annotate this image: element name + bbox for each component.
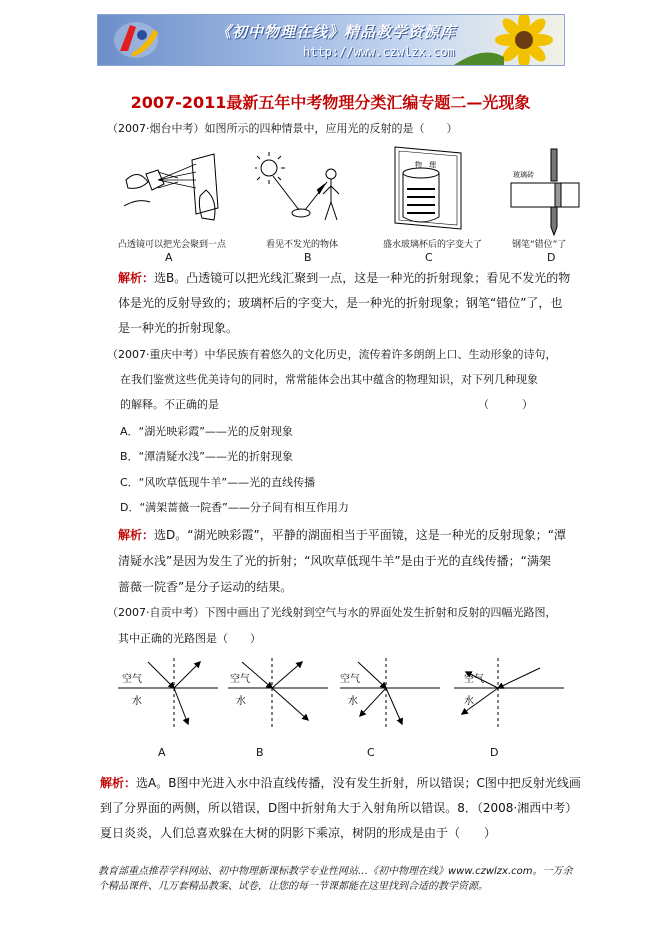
q3-diagram-c <box>340 658 440 728</box>
q3-c-water-label: 水 <box>348 696 358 707</box>
q3-analysis-line-3: 夏日炎炎，人们总喜欢躲在大树的阴影下乘凉，树阴的形成是由于（ ） <box>100 826 497 840</box>
q2-answer-blank: （ ） <box>478 398 533 411</box>
q3-diagram-d <box>454 658 564 728</box>
q1-analysis-line-1: 解析：选B。凸透镜可以把光线汇聚到一点，这是一种光的折射现象；看见不发光的物 <box>118 271 571 285</box>
banner-url[interactable]: http://www.czwlzx.com <box>303 45 455 59</box>
q1-letter-a: A <box>165 251 173 264</box>
q1-stem: （2007·烟台中考）如图所示的四种情景中，应用光的反射的是（ ） <box>107 122 458 135</box>
q1-figure-c <box>385 143 475 235</box>
q3-letter-c: C <box>367 746 375 759</box>
q3-letter-d: D <box>490 746 499 759</box>
footer-line-2: 个精品课件、几万套精品教案、试卷，让您的每一节课都能在这里找到合适的教学资源。 <box>98 881 488 892</box>
q1-analysis-line-3: 是一种光的折射现象。 <box>118 321 239 335</box>
q2-analysis-label: 解析： <box>118 528 155 542</box>
q1-analysis-label: 解析： <box>118 271 155 285</box>
q1-book-label: 物 理 <box>415 161 436 169</box>
q2-analysis-line-3: 蔷薇一院香”是分子运动的结果。 <box>118 580 293 594</box>
document-headline: 2007-2011最新五年中考物理分类汇编专题二—光现象 <box>130 93 531 112</box>
q1-caption-a: 凸透镜可以把光会聚到一点 <box>118 240 227 250</box>
q1-figure-d <box>505 147 585 237</box>
q3-diagram-b <box>228 658 328 728</box>
q3-b-water-label: 水 <box>236 696 246 707</box>
q3-d-air-label: 空气 <box>464 674 484 685</box>
q1-analysis-line-2: 体是光的反射导致的；玻璃杯后的字变大，是一种光的折射现象；钢笔“错位”了，也 <box>118 296 563 310</box>
q1-caption-b: 看见不发光的物体 <box>266 240 339 250</box>
q3-a-air-label: 空气 <box>122 674 142 685</box>
q2-option-a: A．“湖光映彩霞”——光的反射现象 <box>120 425 293 438</box>
q1-glass-label: 玻璃砖 <box>513 171 534 179</box>
q2-stem-line-2: 在我们鉴赏这些优美诗句的同时，常常能体会出其中蕴含的物理知识，对下列几种现象 <box>120 373 538 386</box>
q3-letter-a: A <box>158 746 166 759</box>
q1-letter-b: B <box>304 251 312 264</box>
q3-analysis-line-2: 到了分界面的两侧，所以错误，D图中折射角大于入射角所以错误。8．（2008·湘西中考） <box>100 801 578 815</box>
q3-analysis-line-1: 解析：选A。B图中光进入水中沿直线传播，没有发生折射，所以错误；C图中把反射光线画 <box>100 776 581 790</box>
site-logo <box>106 15 166 65</box>
q3-stem-line-1: （2007·自贡中考）下图中画出了光线射到空气与水的界面处发生折射和反射的四幅光路图， <box>107 606 557 619</box>
q3-letter-b: B <box>256 746 264 759</box>
q2-analysis-line-1: 解析：选D。“湖光映彩霞”，平静的湖面相当于平面镜，这是一种光的反射现象；“潭 <box>118 528 566 542</box>
q1-letter-c: C <box>425 251 433 264</box>
footer-line-1: 教育部重点推荐学科网站、初中物理新课标教学专业性网站…《初中物理在线》www.czwlzx.com。一万余 <box>98 866 573 877</box>
q2-option-d: D．“满架蔷薇一院香”——分子间有相互作用力 <box>120 501 349 514</box>
q1-letter-d: D <box>547 251 556 264</box>
q3-a-water-label: 水 <box>132 696 142 707</box>
q1-figure-b <box>255 150 355 230</box>
q3-diagram-a <box>118 658 218 728</box>
q1-figure-a <box>118 150 228 230</box>
q3-stem-line-2: 其中正确的光路图是（ ） <box>118 632 261 645</box>
q2-option-b: B．“潭清疑水浅”——光的折射现象 <box>120 450 293 463</box>
q2-stem-line-3: 的解释。不正确的是 <box>120 398 219 411</box>
q3-b-air-label: 空气 <box>230 674 250 685</box>
q2-analysis-line-2: 清疑水浅”是因为发生了光的折射；“风吹草低现牛羊”是由于光的直线传播；“满架 <box>118 554 551 568</box>
q3-light-path-diagrams <box>118 658 568 738</box>
q3-c-air-label: 空气 <box>340 674 360 685</box>
q2-stem-line-1: （2007·重庆中考）中华民族有着悠久的文化历史，流传着许多朗朗上口、生动形象的诗句， <box>107 348 557 361</box>
q2-option-c: C．“风吹草低现牛羊”——光的直线传播 <box>120 476 316 489</box>
q3-analysis-label: 解析： <box>100 776 137 790</box>
sunflower-image <box>454 15 564 65</box>
banner-title: 《初中物理在线》精品教学资源库 <box>216 23 457 41</box>
q1-caption-d: 钢笔“错位”了 <box>512 240 567 250</box>
q3-d-water-label: 水 <box>464 696 474 707</box>
site-banner <box>97 14 565 66</box>
q1-caption-c: 盛水玻璃杯后的字变大了 <box>383 240 483 250</box>
